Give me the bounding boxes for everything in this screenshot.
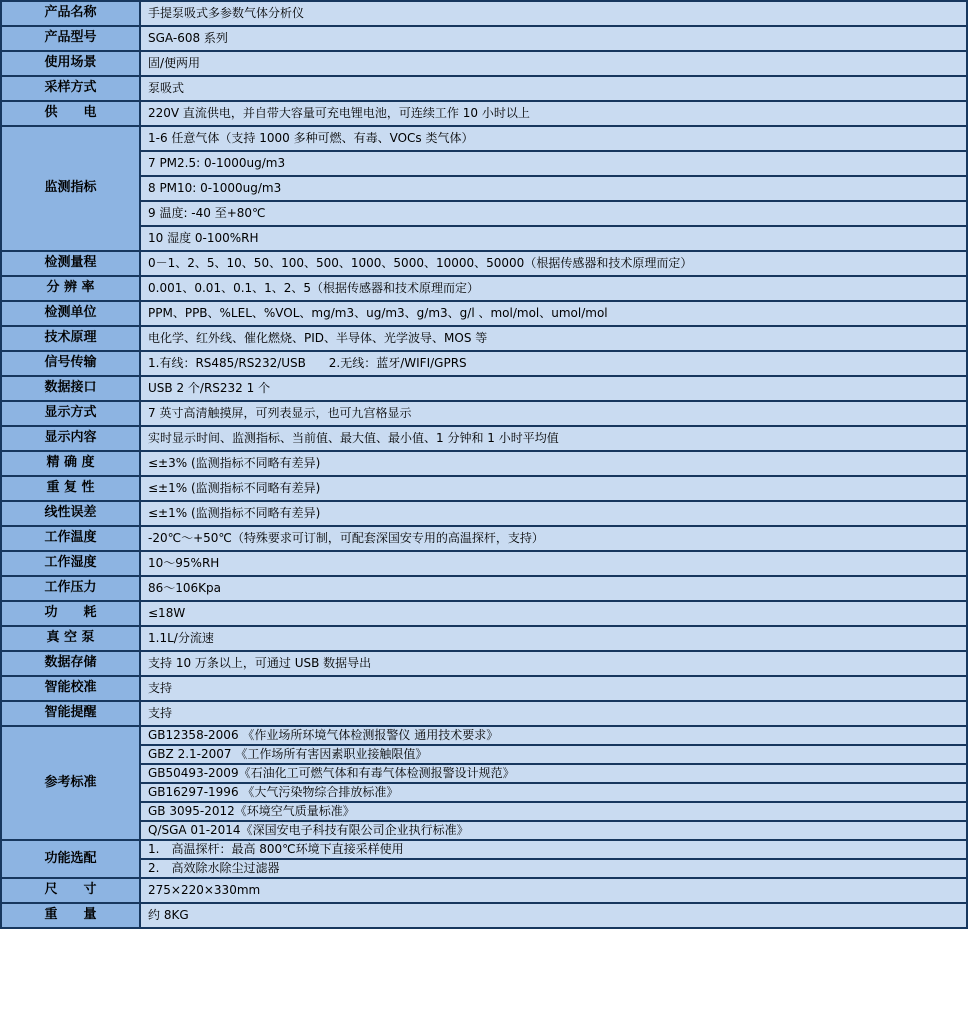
spec-row-product-model	[1, 26, 967, 51]
spec-value-smart-reminder: 支持	[140, 701, 967, 726]
spec-label-vacuum-pump: 真 空 泵	[1, 626, 140, 651]
spec-value-optional-features-1: 1. 高温探杆：最高 800℃环境下直接采样使用	[140, 840, 967, 859]
spec-value-repeatability: ≤±1% (监测指标不同略有差异)	[140, 476, 967, 501]
spec-value-accuracy: ≤±3% (监测指标不同略有差异)	[140, 451, 967, 476]
spec-value-power-supply: 220V 直流供电，并自带大容量可充电锂电池，可连续工作 10 小时以上	[140, 101, 967, 126]
spec-label-reference-standards: 参考标准	[1, 726, 140, 840]
spec-row-monitoring-indicators-5	[1, 226, 967, 251]
spec-label-power-consumption: 功 耗	[1, 601, 140, 626]
spec-label-optional-features: 功能选配	[1, 840, 140, 878]
spec-row-product-name	[1, 1, 967, 26]
spec-row-reference-standards-1	[1, 726, 967, 745]
spec-label-data-interface: 数据接口	[1, 376, 140, 401]
spec-row-data-interface	[1, 376, 967, 401]
spec-row-working-humidity	[1, 551, 967, 576]
spec-row-reference-standards-6	[1, 821, 967, 840]
spec-value-linearity-error: ≤±1% (监测指标不同略有差异)	[140, 501, 967, 526]
spec-value-detection-range: 0－1、2、5、10、50、100、500、1000、5000、10000、50000（根据传感器和技术原理而定）	[140, 251, 967, 276]
spec-row-usage-scenario	[1, 51, 967, 76]
spec-value-signal-transmission: 1.有线：RS485/RS232/USB 2.无线：蓝牙/WIFI/GPRS	[140, 351, 967, 376]
spec-row-data-storage	[1, 651, 967, 676]
spec-value-data-storage: 支持 10 万条以上，可通过 USB 数据导出	[140, 651, 967, 676]
spec-row-detection-range	[1, 251, 967, 276]
spec-value-working-humidity: 10～95%RH	[140, 551, 967, 576]
spec-row-vacuum-pump	[1, 626, 967, 651]
spec-row-monitoring-indicators-3	[1, 176, 967, 201]
spec-row-sampling-method	[1, 76, 967, 101]
spec-row-dimensions	[1, 878, 967, 903]
spec-row-power-supply	[1, 101, 967, 126]
spec-value-sampling-method: 泵吸式	[140, 76, 967, 101]
spec-value-reference-standards-4: GB16297-1996 《大气污染物综合排放标准》	[140, 783, 967, 802]
spec-label-resolution: 分 辨 率	[1, 276, 140, 301]
spec-value-usage-scenario: 固/便两用	[140, 51, 967, 76]
spec-value-vacuum-pump: 1.1L/分流速	[140, 626, 967, 651]
spec-value-display-content: 实时显示时间、监测指标、当前值、最大值、最小值、1 分钟和 1 小时平均值	[140, 426, 967, 451]
spec-row-technical-principle	[1, 326, 967, 351]
spec-value-product-model: SGA-608 系列	[140, 26, 967, 51]
spec-value-technical-principle: 电化学、红外线、催化燃烧、PID、半导体、光学波导、MOS 等	[140, 326, 967, 351]
spec-value-data-interface: USB 2 个/RS232 1 个	[140, 376, 967, 401]
spec-row-optional-features-2	[1, 859, 967, 878]
spec-value-power-consumption: ≤18W	[140, 601, 967, 626]
spec-value-monitoring-indicators-5: 10 湿度 0-100%RH	[140, 226, 967, 251]
spec-value-weight: 约 8KG	[140, 903, 967, 928]
spec-row-working-temperature	[1, 526, 967, 551]
spec-table-body	[1, 1, 967, 928]
spec-value-reference-standards-2: GBZ 2.1-2007 《工作场所有害因素职业接触限值》	[140, 745, 967, 764]
spec-row-detection-units	[1, 301, 967, 326]
spec-label-detection-units: 检测单位	[1, 301, 140, 326]
spec-row-monitoring-indicators-1	[1, 126, 967, 151]
spec-label-data-storage: 数据存储	[1, 651, 140, 676]
spec-row-accuracy	[1, 451, 967, 476]
spec-label-product-name: 产品名称	[1, 1, 140, 26]
spec-value-detection-units: PPM、PPB、%LEL、%VOL、mg/m3、ug/m3、g/m3、g/l 、mol/mol、umol/mol	[140, 301, 967, 326]
spec-value-resolution: 0.001、0.01、0.1、1、2、5（根据传感器和技术原理而定）	[140, 276, 967, 301]
spec-value-display-mode: 7 英寸高清触摸屏，可列表显示，也可九宫格显示	[140, 401, 967, 426]
spec-label-power-supply: 供 电	[1, 101, 140, 126]
spec-row-smart-reminder	[1, 701, 967, 726]
spec-row-reference-standards-4	[1, 783, 967, 802]
spec-value-product-name: 手提泵吸式多参数气体分析仪	[140, 1, 967, 26]
spec-label-repeatability: 重 复 性	[1, 476, 140, 501]
spec-label-signal-transmission: 信号传输	[1, 351, 140, 376]
spec-row-reference-standards-3	[1, 764, 967, 783]
spec-row-working-pressure	[1, 576, 967, 601]
spec-label-display-mode: 显示方式	[1, 401, 140, 426]
spec-label-detection-range: 检测量程	[1, 251, 140, 276]
spec-label-dimensions: 尺 寸	[1, 878, 140, 903]
spec-label-linearity-error: 线性误差	[1, 501, 140, 526]
spec-value-monitoring-indicators-4: 9 温度: -40 至+80℃	[140, 201, 967, 226]
spec-value-optional-features-2: 2. 高效除水除尘过滤器	[140, 859, 967, 878]
spec-label-working-pressure: 工作压力	[1, 576, 140, 601]
spec-label-sampling-method: 采样方式	[1, 76, 140, 101]
spec-value-working-pressure: 86～106Kpa	[140, 576, 967, 601]
spec-row-display-content	[1, 426, 967, 451]
spec-label-smart-reminder: 智能提醒	[1, 701, 140, 726]
spec-label-usage-scenario: 使用场景	[1, 51, 140, 76]
spec-label-product-model: 产品型号	[1, 26, 140, 51]
spec-value-smart-calibration: 支持	[140, 676, 967, 701]
spec-row-repeatability	[1, 476, 967, 501]
spec-value-reference-standards-6: Q/SGA 01-2014《深国安电子科技有限公司企业执行标准》	[140, 821, 967, 840]
spec-label-monitoring-indicators: 监测指标	[1, 126, 140, 251]
spec-label-smart-calibration: 智能校准	[1, 676, 140, 701]
spec-row-signal-transmission	[1, 351, 967, 376]
spec-row-monitoring-indicators-2	[1, 151, 967, 176]
spec-label-working-temperature: 工作温度	[1, 526, 140, 551]
spec-label-weight: 重 量	[1, 903, 140, 928]
spec-value-monitoring-indicators-1: 1-6 任意气体（支持 1000 多种可燃、有毒、VOCs 类气体）	[140, 126, 967, 151]
spec-row-display-mode	[1, 401, 967, 426]
spec-row-resolution	[1, 276, 967, 301]
spec-value-dimensions: 275×220×330mm	[140, 878, 967, 903]
spec-label-working-humidity: 工作湿度	[1, 551, 140, 576]
spec-value-working-temperature: -20℃～+50℃（特殊要求可订制，可配套深国安专用的高温探杆，支持）	[140, 526, 967, 551]
spec-row-linearity-error	[1, 501, 967, 526]
spec-row-weight	[1, 903, 967, 928]
spec-value-reference-standards-3: GB50493-2009《石油化工可燃气体和有毒气体检测报警设计规范》	[140, 764, 967, 783]
spec-row-power-consumption	[1, 601, 967, 626]
spec-row-monitoring-indicators-4	[1, 201, 967, 226]
spec-value-monitoring-indicators-3: 8 PM10: 0-1000ug/m3	[140, 176, 967, 201]
spec-value-reference-standards-5: GB 3095-2012《环境空气质量标准》	[140, 802, 967, 821]
spec-label-accuracy: 精 确 度	[1, 451, 140, 476]
spec-label-technical-principle: 技术原理	[1, 326, 140, 351]
spec-value-monitoring-indicators-2: 7 PM2.5: 0-1000ug/m3	[140, 151, 967, 176]
spec-value-reference-standards-1: GB12358-2006 《作业场所环境气体检测报警仪 通用技术要求》	[140, 726, 967, 745]
spec-row-reference-standards-5	[1, 802, 967, 821]
spec-label-display-content: 显示内容	[1, 426, 140, 451]
spec-row-reference-standards-2	[1, 745, 967, 764]
spec-row-optional-features-1	[1, 840, 967, 859]
spec-row-smart-calibration	[1, 676, 967, 701]
